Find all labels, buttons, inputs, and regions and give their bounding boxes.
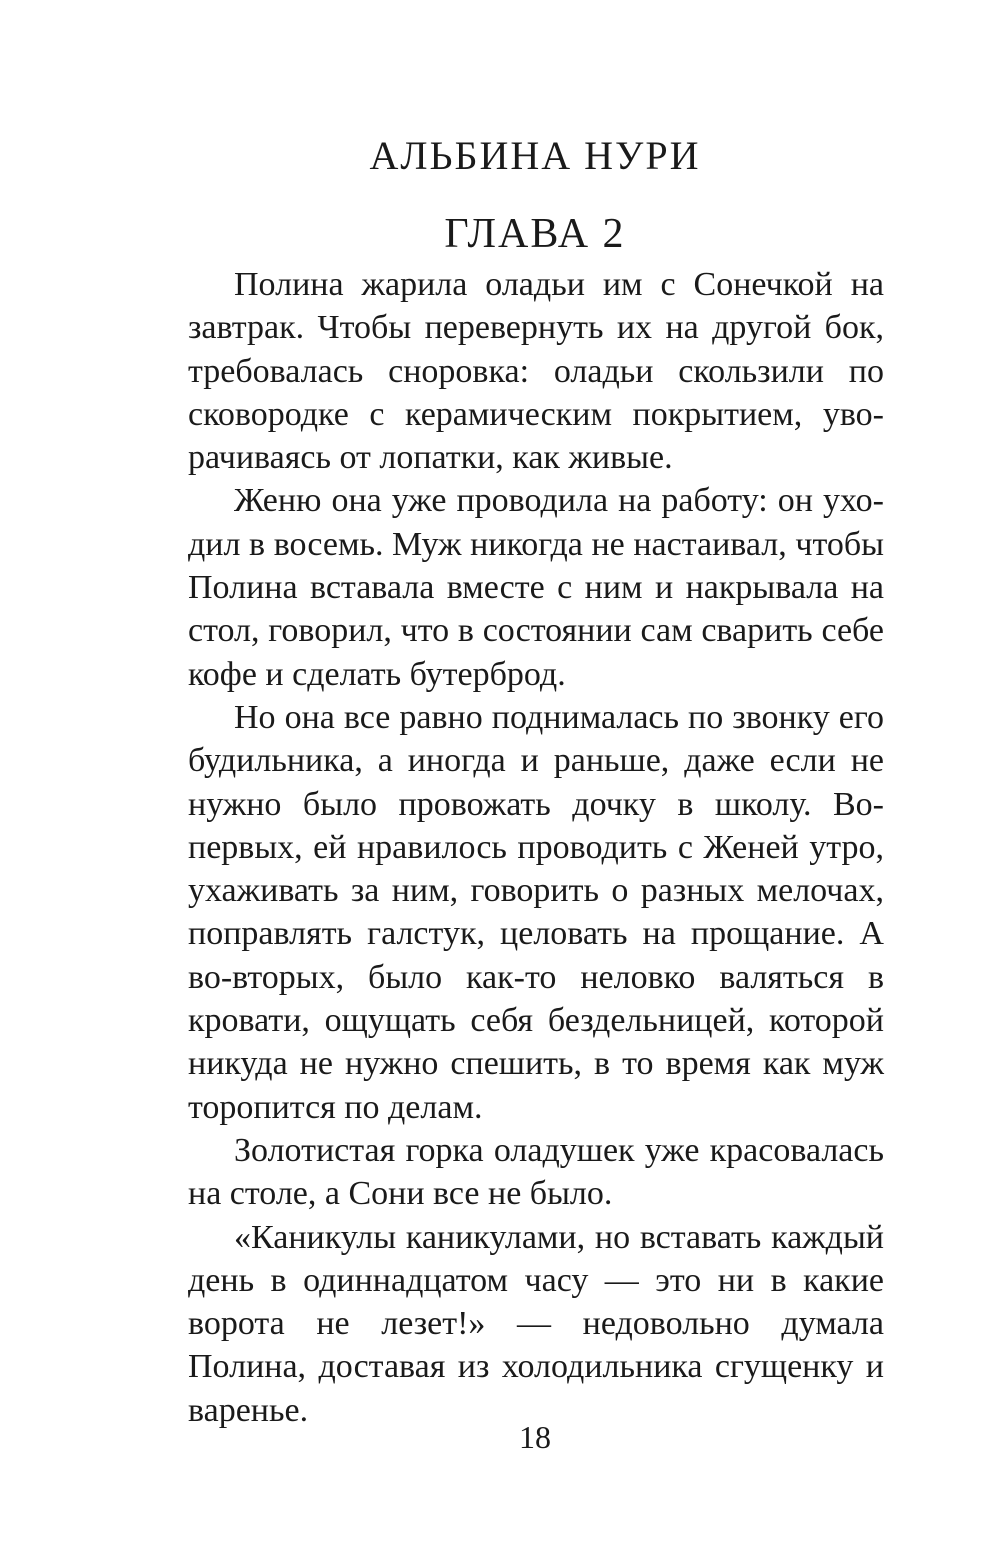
- running-head-author: АЛЬБИНА НУРИ: [369, 133, 701, 178]
- page-number: 18: [519, 1419, 551, 1455]
- paragraph: Но она все равно поднималась по звонку его будильника, а иногда и раньше, даже если не нужно было провожать дочку в школу. Во-первых, ей нравилось проводить с Женей утро, ухаживать за ним, говорить о разных мелочах, поправлять галстук, целовать на прощание. А во-вторых, было как-то неловко валяться в кровати, ощущать себя бездельницей, которой никуда не нужно спешить, в то время как муж торопится по делам.: [188, 698, 884, 1126]
- body-text: [188, 263, 884, 1432]
- chapter-title: ГЛАВА 2: [444, 211, 626, 257]
- paragraph: «Каникулы каникулами, но вставать каждый день в одиннадцатом часу — это ни в какие ворота не лезет!» — недовольно думала Полина, доставая из холодильника сгущенку и варенье.: [188, 1218, 884, 1429]
- paragraph: Женю она уже проводила на работу: он уходил в восемь. Муж никогда не настаивал, чтобы Полина вставала вместе с ним и накрывала на стол, говорил, что в состоянии сам сварить себе кофе и сделать бутерброд.: [188, 482, 884, 693]
- paragraph: Полина жарила оладьи им с Сонечкой на завтрак. Чтобы перевернуть их на другой бок, требовалась сноровка: оладьи скользили по сковородке с керамическим покрытием, уворачиваясь от лопатки, как живые.: [188, 266, 884, 477]
- paragraph: Золотистая горка оладушек уже красовалась на столе, а Сони все не было.: [188, 1131, 884, 1213]
